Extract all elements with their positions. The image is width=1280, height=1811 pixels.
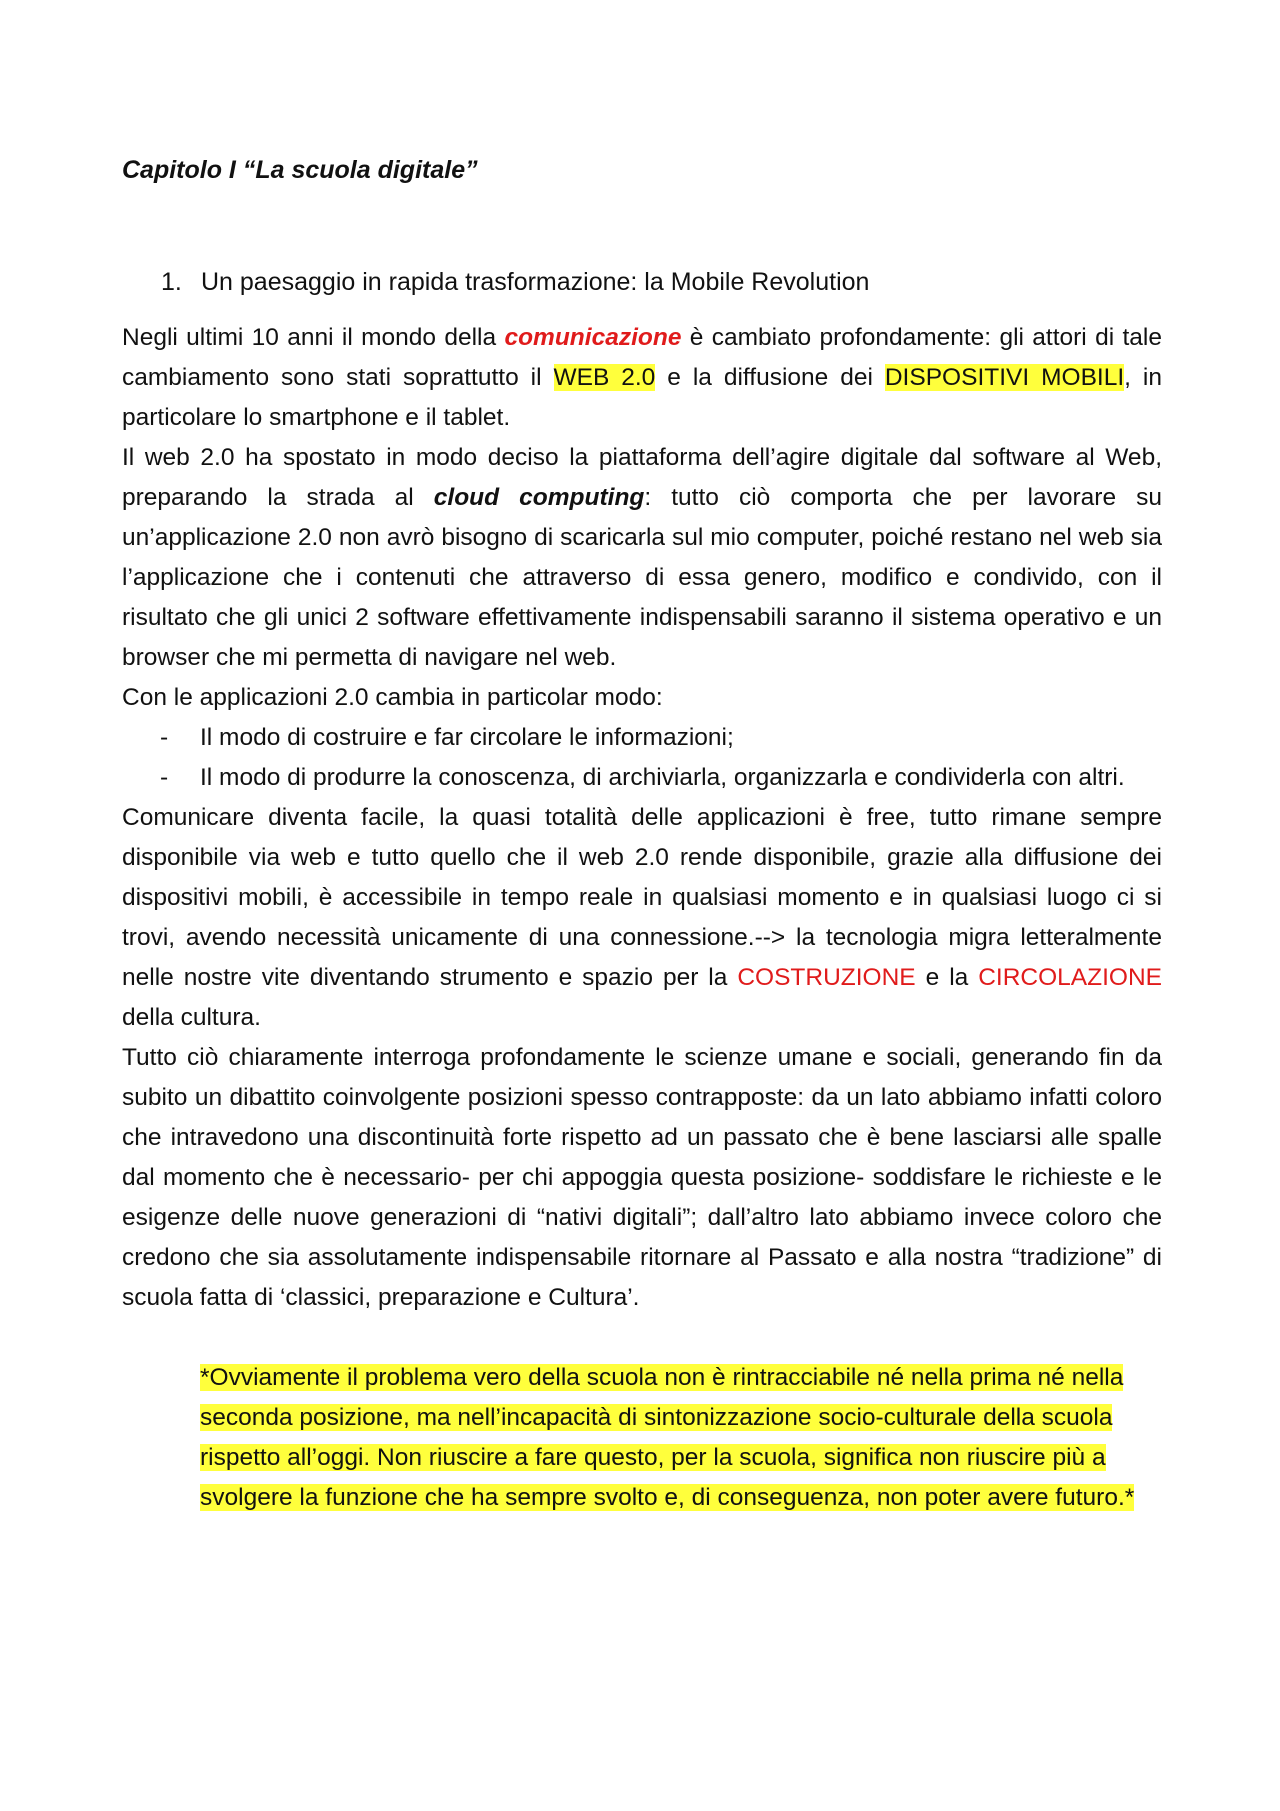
text-run: della cultura. — [122, 1004, 261, 1031]
chapter-title: Capitolo I “La scuola digitale” — [122, 156, 478, 184]
term-comunicazione: comunicazione — [504, 324, 682, 351]
section-title: Un paesaggio in rapida trasformazione: la Mobile Revolution — [201, 268, 870, 296]
bullet-dash: - — [160, 764, 169, 791]
paragraph-intro — [122, 318, 1162, 438]
section-number: 1. — [161, 268, 182, 296]
note-text: *Ovviamente il problema vero della scuola non è rintracciabile né nella prima né nella seconda posizione, ma nell’incapacità di sintonizzazione socio-culturale della scuola rispetto all’oggi. Non riuscire a fare questo, per la scuola, significa non riuscire più a svolgere la funzione che ha sempre svolto e, di conseguenza, non poter avere futuro.* — [200, 1364, 1135, 1511]
list-item-text: Il modo di costruire e far circolare le informazioni; — [200, 724, 734, 751]
text-run: e la — [915, 964, 979, 991]
term-costruzione: COSTRUZIONE — [737, 964, 916, 991]
term-circolazione: CIRCOLAZIONE — [978, 964, 1163, 991]
text-run: e la diffusione dei — [655, 364, 885, 391]
text-run: Comunicare diventa facile, la quasi totalità delle applicazioni è free, tutto rimane sempre disponibile via web e tutto quello che il web 2.0 rende disponibile, grazie alla diffusione dei dispositivi mobili, è accessibile in tempo reale in qualsiasi momento e in qualsiasi luogo ci si trovi, avendo necessità unicamente di una connessione.--> la tecnologia migra letteralmente nelle nostre vite diventando strumento e spazio per la — [122, 804, 1162, 991]
paragraph-comunicare — [122, 798, 1162, 1038]
text-run: è cambiato profondamente: gli attori di tale cambiamento sono stati soprattutto il — [122, 324, 1162, 391]
paragraph-list-intro: Con le applicazioni 2.0 cambia in particolar modo: — [122, 684, 663, 711]
bullet-dash: - — [160, 724, 169, 751]
highlight-web20: WEB 2.0 — [553, 364, 656, 391]
list-item-text: Il modo di produrre la conoscenza, di archiviarla, organizzarla e condividerla con altri. — [200, 764, 1125, 791]
text-run: Negli ultimi 10 anni il mondo della — [122, 324, 505, 351]
text-run: : tutto ciò comporta che per lavorare su un’applicazione 2.0 non avrò bisogno di scaricarla sul mio computer, poiché restano nel web sia l’applicazione che i contenuti che attraverso di essa genero, modifico e condivido, con il risultato che gli unici 2 software effettivamente indispensabili saranno il sistema operativo e un browser che mi permetta di navigare nel web. — [122, 484, 1162, 671]
list-item — [122, 758, 1162, 798]
term-cloud-computing: cloud computing — [433, 484, 645, 511]
section-heading — [122, 262, 1162, 302]
paragraph-dibattito: Tutto ciò chiaramente interroga profondamente le scienze umane e sociali, generando fin da subito un dibattito coinvolgente posizioni spesso contrapposte: da un lato abbiamo infatti coloro che intravedono una discontinuità forte rispetto ad un passato che è bene lasciarsi alle spalle dal momento che è necessario- per chi appoggia questa posizione- soddisfare le richieste e le esigenze delle nuove generazioni di “nativi digitali”; dall’altro lato abbiamo invece coloro che credono che sia assolutamente indispensabile ritornare al Passato e alla nostra “tradizione” di scuola fatta di ‘classici, preparazione e Cultura’. — [122, 1044, 1162, 1311]
document-page — [122, 150, 1162, 1518]
paragraph-web20 — [122, 438, 1162, 678]
list-item — [122, 718, 1162, 758]
highlighted-note — [200, 1358, 1162, 1518]
highlight-dispositivi-mobili: DISPOSITIVI MOBILI — [884, 364, 1125, 391]
text-run: , in particolare lo smartphone e il tablet. — [122, 364, 1162, 431]
bullet-list — [122, 718, 1162, 798]
text-run: Il web 2.0 ha spostato in modo deciso la piattaforma dell’agire digitale dal software al Web, preparando la strada al — [122, 444, 1162, 511]
